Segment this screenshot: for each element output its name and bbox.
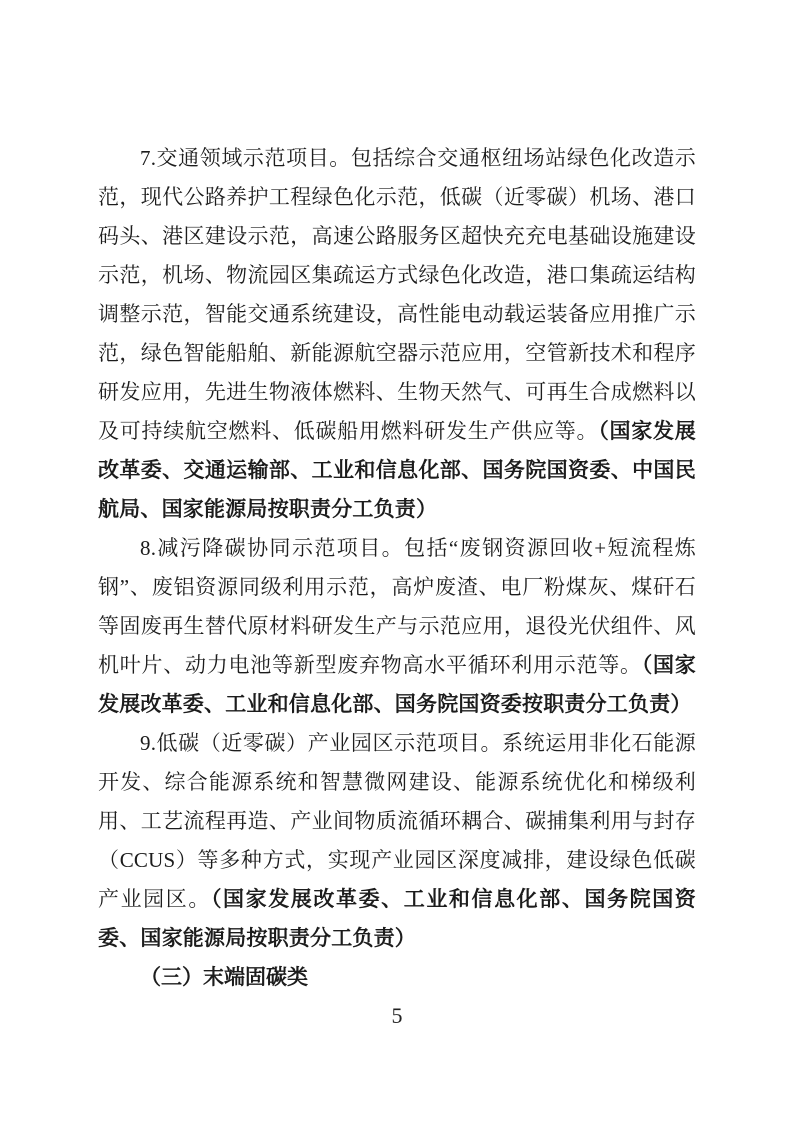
- paragraph-7-responsibility-note: （国家发展改革委、交通运输部、工业和信息化部、国务院国资委、中国民航局、国家能源局按职责分工负责）: [98, 419, 697, 521]
- page-number: 5: [391, 1003, 403, 1028]
- paragraph-9-responsibility-note: （国家发展改革委、工业和信息化部、国务院国资委、国家能源局按职责分工负责）: [98, 887, 697, 950]
- paragraph-8-responsibility-note: （国家发展改革委、工业和信息化部、国务院国资委按职责分工负责）: [98, 653, 696, 716]
- paragraph-item-9: [98, 724, 696, 958]
- paragraph-9-body: 9.低碳（近零碳）产业园区示范项目。系统运用非化石能源开发、综合能源系统和智慧微网建设、能源系统优化和梯级利用、工艺流程再造、产业间物质流循环耦合、碳捕集利用与封存（CCUS）等多种方式，实现产业园区深度减排，建设绿色低碳产业园区。: [98, 731, 696, 911]
- section-heading: （三）末端固碳类: [140, 965, 308, 989]
- paragraph-8-body: 8.减污降碳协同示范项目。包括“废钢资源回收+短流程炼钢”、废铝资源同级利用示范，高炉废渣、电厂粉煤灰、煤矸石等固废再生替代原材料研发生产与示范应用，退役光伏组件、风机叶片、动力电池等新型废弃物高水平循环利用示范等。: [98, 536, 696, 677]
- document-content: [98, 139, 696, 997]
- paragraph-7-body: 7.交通领域示范项目。包括综合交通枢纽场站绿色化改造示范，现代公路养护工程绿色化示范，低碳（近零碳）机场、港口码头、港区建设示范，高速公路服务区超快充充电基础设施建设示范，机场、物流园区集疏运方式绿色化改造，港口集疏运结构调整示范，智能交通系统建设，高性能电动载运装备应用推广示范，绿色智能船舶、新能源航空器示范应用，空管新技术和程序研发应用，先进生物液体燃料、生物天然气、可再生合成燃料以及可持续航空燃料、低碳船用燃料研发生产供应等。: [98, 146, 696, 443]
- paragraph-item-7: [98, 139, 696, 529]
- paragraph-item-8: [98, 529, 696, 724]
